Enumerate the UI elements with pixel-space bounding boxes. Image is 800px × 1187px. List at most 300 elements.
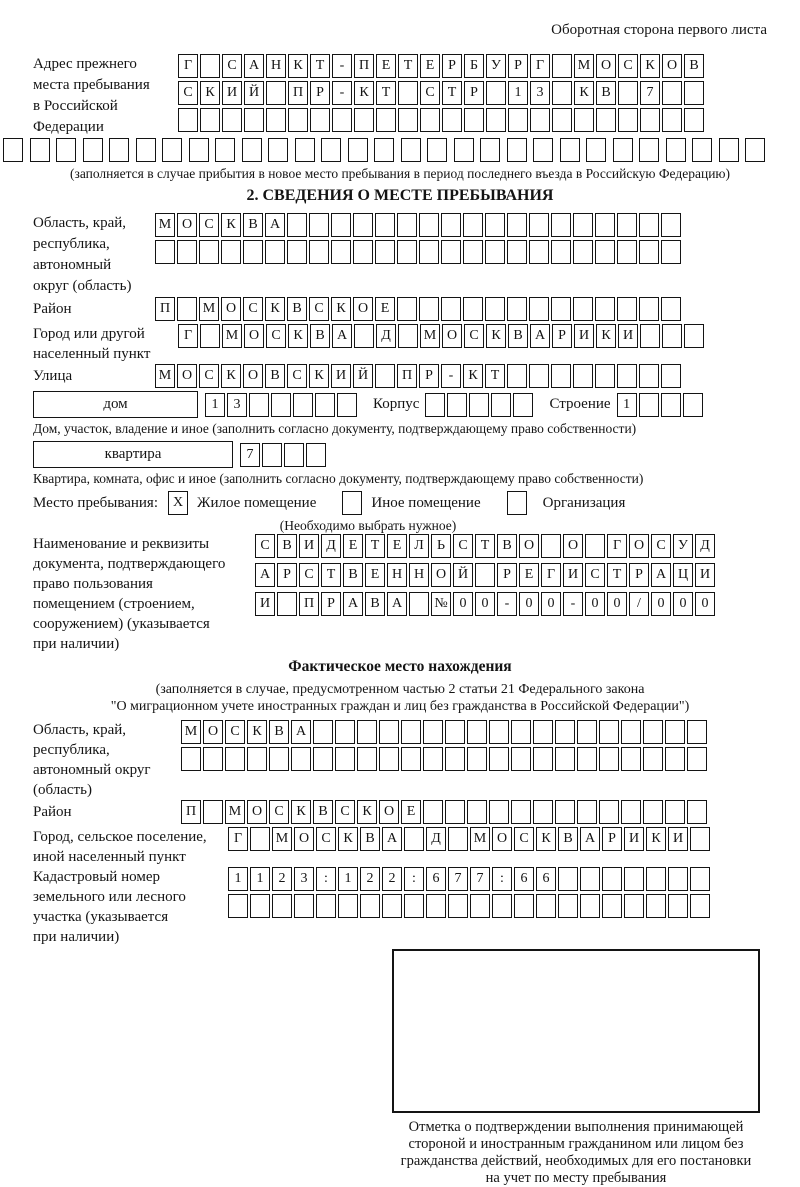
- label-line: иной населенный пункт: [33, 849, 186, 865]
- prev-address-row-3: [178, 108, 706, 132]
- char-box: [529, 297, 549, 321]
- char-box: [30, 138, 50, 162]
- char-box: [595, 213, 615, 237]
- char-box: К: [574, 81, 594, 105]
- char-box: Е: [343, 534, 363, 558]
- char-box: [577, 720, 597, 744]
- char-box: [573, 213, 593, 237]
- char-box: М: [181, 720, 201, 744]
- char-box: О: [244, 324, 264, 348]
- char-box: [463, 297, 483, 321]
- char-box: [203, 747, 223, 771]
- char-box: [555, 747, 575, 771]
- char-box: [382, 894, 402, 918]
- char-box: [665, 800, 685, 824]
- char-box: [306, 443, 326, 467]
- char-box: [200, 54, 220, 78]
- stroenie-cells: [617, 393, 705, 417]
- label-line: Город, сельское поселение,: [33, 829, 207, 845]
- char-box: [661, 297, 681, 321]
- char-box: 7: [240, 443, 260, 467]
- char-box: Г: [607, 534, 627, 558]
- char-box: Й: [244, 81, 264, 105]
- char-box: [624, 894, 644, 918]
- char-box: О: [243, 364, 263, 388]
- actual-location-subtitle: [33, 681, 767, 715]
- char-box: К: [354, 81, 374, 105]
- char-box: [397, 297, 417, 321]
- char-box: О: [492, 827, 512, 851]
- char-box: 6: [426, 867, 446, 891]
- char-box: [621, 747, 641, 771]
- char-box: [613, 138, 633, 162]
- char-box: Е: [376, 54, 396, 78]
- char-box: 1: [338, 867, 358, 891]
- char-box: [618, 81, 638, 105]
- district-field: [33, 297, 767, 324]
- char-box: [313, 720, 333, 744]
- char-box: [463, 240, 483, 264]
- char-box: [684, 108, 704, 132]
- label-line: Область, край,: [33, 215, 127, 231]
- caption-line: на учет по месту пребывания: [485, 1170, 667, 1186]
- char-box: 0: [673, 592, 693, 616]
- char-box: Т: [365, 534, 385, 558]
- char-box: А: [651, 563, 671, 587]
- char-box: Р: [508, 54, 528, 78]
- organization-checkbox: [507, 491, 527, 515]
- char-box: 6: [536, 867, 556, 891]
- organization-label: Организация: [542, 494, 626, 511]
- label-line: сооружением) (указывается: [33, 616, 210, 632]
- char-box: [225, 747, 245, 771]
- char-box: [269, 747, 289, 771]
- char-box: [719, 138, 739, 162]
- char-box: [541, 534, 561, 558]
- char-box: [379, 720, 399, 744]
- char-box: [684, 324, 704, 348]
- char-box: С: [309, 297, 329, 321]
- char-box: А: [255, 563, 275, 587]
- char-box: [507, 364, 527, 388]
- char-box: [266, 81, 286, 105]
- char-box: Т: [321, 563, 341, 587]
- label-line: в Российской: [33, 98, 118, 114]
- char-box: Т: [398, 54, 418, 78]
- char-box: С: [199, 213, 219, 237]
- char-box: [409, 592, 429, 616]
- char-box: Т: [485, 364, 505, 388]
- char-box: [423, 747, 443, 771]
- char-box: Р: [442, 54, 462, 78]
- char-box: К: [247, 720, 267, 744]
- char-box: [596, 108, 616, 132]
- char-box: [313, 747, 333, 771]
- char-box: Т: [442, 81, 462, 105]
- char-box: [639, 240, 659, 264]
- label-line: право пользования: [33, 576, 153, 592]
- char-box: [621, 720, 641, 744]
- char-box: С: [178, 81, 198, 105]
- char-box: О: [177, 213, 197, 237]
- char-box: 0: [695, 592, 715, 616]
- prev-address-row-2: [178, 81, 706, 105]
- cadastral-row-2: [228, 894, 712, 918]
- char-box: [454, 138, 474, 162]
- char-box: [3, 138, 23, 162]
- char-box: М: [272, 827, 292, 851]
- char-box: [624, 867, 644, 891]
- char-box: [577, 747, 597, 771]
- char-box: [376, 108, 396, 132]
- char-box: С: [266, 324, 286, 348]
- house-field: [33, 391, 767, 418]
- char-box: 0: [607, 592, 627, 616]
- char-box: В: [287, 297, 307, 321]
- char-box: Т: [376, 81, 396, 105]
- actual-region-field: [33, 720, 767, 800]
- char-box: [441, 240, 461, 264]
- char-box: [277, 592, 297, 616]
- city-field: [33, 324, 767, 364]
- char-box: [199, 240, 219, 264]
- char-box: [507, 297, 527, 321]
- char-box: [310, 108, 330, 132]
- char-box: Р: [419, 364, 439, 388]
- label-line: округ (область): [33, 278, 132, 294]
- char-box: 3: [227, 393, 247, 417]
- char-box: В: [277, 534, 297, 558]
- char-box: [448, 827, 468, 851]
- char-box: [489, 800, 509, 824]
- char-box: О: [379, 800, 399, 824]
- char-box: В: [310, 324, 330, 348]
- house-number-cells: [205, 393, 359, 417]
- prev-address-row-1: [178, 54, 706, 78]
- char-box: С: [514, 827, 534, 851]
- char-box: П: [181, 800, 201, 824]
- char-box: П: [354, 54, 374, 78]
- char-box: [316, 894, 336, 918]
- city-label: [33, 324, 178, 364]
- char-box: И: [668, 827, 688, 851]
- char-box: [203, 800, 223, 824]
- char-box: [178, 108, 198, 132]
- char-box: [558, 894, 578, 918]
- char-box: [272, 894, 292, 918]
- char-box: [397, 240, 417, 264]
- char-box: О: [247, 800, 267, 824]
- char-box: Р: [464, 81, 484, 105]
- stay-type-label: Место пребывания:: [33, 494, 158, 511]
- residential-label: Жилое помещение: [197, 494, 317, 511]
- char-box: К: [357, 800, 377, 824]
- char-box: 2: [272, 867, 292, 891]
- char-box: [353, 213, 373, 237]
- char-box: [228, 894, 248, 918]
- char-box: О: [629, 534, 649, 558]
- label-line: республика,: [33, 742, 110, 758]
- char-box: [690, 867, 710, 891]
- char-box: [162, 138, 182, 162]
- char-box: В: [313, 800, 333, 824]
- char-box: Г: [228, 827, 248, 851]
- document-rows: [255, 534, 717, 621]
- char-box: [599, 800, 619, 824]
- char-box: [426, 894, 446, 918]
- char-box: [595, 297, 615, 321]
- char-box: К: [221, 364, 241, 388]
- label-line: Город или другой: [33, 326, 145, 342]
- char-box: Р: [321, 592, 341, 616]
- char-box: [661, 213, 681, 237]
- char-box: [470, 894, 490, 918]
- char-box: 0: [519, 592, 539, 616]
- char-box: Ь: [431, 534, 451, 558]
- char-box: [348, 138, 368, 162]
- char-box: Г: [178, 324, 198, 348]
- cadastral-field: [33, 867, 767, 947]
- char-box: [552, 81, 572, 105]
- char-box: [250, 894, 270, 918]
- char-box: [398, 108, 418, 132]
- char-box: А: [291, 720, 311, 744]
- other-premises-label: Иное помещение: [371, 494, 481, 511]
- section2-title: 2. СВЕДЕНИЯ О МЕСТЕ ПРЕБЫВАНИЯ: [246, 187, 554, 204]
- char-box: [287, 213, 307, 237]
- char-box: Т: [310, 54, 330, 78]
- char-box: К: [596, 324, 616, 348]
- char-box: [552, 54, 572, 78]
- char-box: [464, 108, 484, 132]
- char-box: [489, 747, 509, 771]
- char-box: [266, 108, 286, 132]
- char-box: [315, 393, 335, 417]
- char-box: Г: [178, 54, 198, 78]
- label-line: Область, край,: [33, 722, 127, 738]
- char-box: [602, 894, 622, 918]
- apartment-number-cells: [240, 443, 328, 467]
- char-box: [441, 213, 461, 237]
- char-box: А: [265, 213, 285, 237]
- char-box: [379, 747, 399, 771]
- char-box: С: [316, 827, 336, 851]
- region-row-2: [155, 240, 683, 264]
- char-box: [136, 138, 156, 162]
- char-box: [511, 800, 531, 824]
- char-box: 7: [470, 867, 490, 891]
- street-label: Улица: [33, 368, 73, 384]
- street-field: [33, 364, 767, 391]
- char-box: [419, 297, 439, 321]
- char-box: Л: [409, 534, 429, 558]
- label-line: места пребывания: [33, 77, 150, 93]
- char-box: И: [255, 592, 275, 616]
- char-box: [467, 800, 487, 824]
- char-box: [586, 138, 606, 162]
- char-box: Е: [420, 54, 440, 78]
- char-box: П: [299, 592, 319, 616]
- char-box: [690, 894, 710, 918]
- char-box: [398, 324, 418, 348]
- char-box: [533, 800, 553, 824]
- apartment-type-box: квартира: [33, 441, 233, 468]
- char-box: [445, 800, 465, 824]
- char-box: [551, 240, 571, 264]
- char-box: [284, 443, 304, 467]
- char-box: Д: [695, 534, 715, 558]
- char-box: Е: [401, 800, 421, 824]
- stamp-box: [392, 949, 760, 1113]
- char-box: [529, 240, 549, 264]
- char-box: В: [265, 364, 285, 388]
- char-box: С: [299, 563, 319, 587]
- subtitle-line: "О миграционном учете иностранных граждан и лиц без гражданства в Российской Федерации"): [110, 699, 690, 714]
- char-box: [529, 213, 549, 237]
- char-box: 1: [205, 393, 225, 417]
- char-box: -: [563, 592, 583, 616]
- char-box: С: [585, 563, 605, 587]
- char-box: [536, 894, 556, 918]
- char-box: [639, 138, 659, 162]
- label-line: (область): [33, 782, 92, 798]
- char-box: [595, 240, 615, 264]
- stamp-caption: [385, 1119, 767, 1187]
- char-box: [335, 720, 355, 744]
- char-box: С: [255, 534, 275, 558]
- char-box: [398, 81, 418, 105]
- char-box: О: [431, 563, 451, 587]
- char-box: 3: [294, 867, 314, 891]
- char-box: [639, 364, 659, 388]
- char-box: [83, 138, 103, 162]
- char-box: [401, 138, 421, 162]
- char-box: В: [558, 827, 578, 851]
- actual-location-title: Фактическое место нахождения: [288, 658, 512, 675]
- char-box: [332, 108, 352, 132]
- char-box: [353, 240, 373, 264]
- char-box: [690, 827, 710, 851]
- label-line: Адрес прежнего: [33, 56, 137, 72]
- char-box: /: [629, 592, 649, 616]
- char-box: [491, 393, 511, 417]
- char-box: [639, 213, 659, 237]
- char-box: [293, 393, 313, 417]
- char-box: [514, 894, 534, 918]
- char-box: [354, 324, 374, 348]
- char-box: О: [596, 54, 616, 78]
- char-box: [485, 240, 505, 264]
- caption-line: Отметка о подтверждении выполнения принимающей: [408, 1119, 744, 1135]
- char-box: [511, 720, 531, 744]
- char-box: 7: [640, 81, 660, 105]
- char-box: [639, 297, 659, 321]
- stroenie-label: Строение: [549, 396, 611, 412]
- char-box: Й: [453, 563, 473, 587]
- other-premises-checkbox: [342, 491, 362, 515]
- apartment-field: [33, 441, 767, 468]
- district-row: [155, 297, 683, 321]
- char-box: [287, 240, 307, 264]
- char-box: К: [338, 827, 358, 851]
- document-field: [33, 534, 767, 654]
- char-box: [375, 213, 395, 237]
- prev-address-label: [33, 54, 178, 138]
- char-box: К: [331, 297, 351, 321]
- char-box: В: [497, 534, 517, 558]
- char-box: [331, 213, 351, 237]
- char-box: [507, 240, 527, 264]
- char-box: 0: [541, 592, 561, 616]
- char-box: [573, 364, 593, 388]
- char-box: [618, 108, 638, 132]
- char-box: А: [244, 54, 264, 78]
- char-box: [423, 720, 443, 744]
- char-box: М: [155, 213, 175, 237]
- char-box: [573, 297, 593, 321]
- char-box: [480, 138, 500, 162]
- char-box: [662, 81, 682, 105]
- char-box: [242, 138, 262, 162]
- char-box: Д: [321, 534, 341, 558]
- char-box: С: [453, 534, 473, 558]
- stamp-area: [385, 949, 767, 1187]
- actual-district-field: [33, 800, 767, 827]
- char-box: [530, 108, 550, 132]
- char-box: [155, 240, 175, 264]
- char-box: С: [269, 800, 289, 824]
- char-box: П: [397, 364, 417, 388]
- actual-region-label: [33, 720, 181, 800]
- char-box: [533, 720, 553, 744]
- char-box: [533, 747, 553, 771]
- char-box: [321, 138, 341, 162]
- char-box: О: [177, 364, 197, 388]
- char-box: Р: [310, 81, 330, 105]
- stay-type-field: [33, 491, 767, 515]
- actual-city-label: [33, 827, 228, 867]
- cadastral-row-1: [228, 867, 712, 891]
- prev-address-note: (заполняется в случае прибытия в новое место пребывания в период последнего въезда в Российскую Федерацию): [69, 166, 731, 181]
- char-box: 0: [651, 592, 671, 616]
- char-box: И: [222, 81, 242, 105]
- char-box: [215, 138, 235, 162]
- char-box: Д: [376, 324, 396, 348]
- actual-city-row: [228, 827, 712, 851]
- cadastral-label: [33, 867, 228, 947]
- char-box: [423, 800, 443, 824]
- char-box: [662, 324, 682, 348]
- char-box: [475, 563, 495, 587]
- char-box: [551, 213, 571, 237]
- char-box: [599, 720, 619, 744]
- char-box: О: [442, 324, 462, 348]
- char-box: С: [651, 534, 671, 558]
- char-box: 7: [448, 867, 468, 891]
- actual-region-row-2: [181, 747, 709, 771]
- char-box: [338, 894, 358, 918]
- char-box: [294, 894, 314, 918]
- char-box: [684, 81, 704, 105]
- char-box: [485, 213, 505, 237]
- city-row: [178, 324, 706, 348]
- char-box: [221, 240, 241, 264]
- char-box: [177, 297, 197, 321]
- char-box: [420, 108, 440, 132]
- char-box: [419, 213, 439, 237]
- char-box: Д: [426, 827, 446, 851]
- char-box: [357, 720, 377, 744]
